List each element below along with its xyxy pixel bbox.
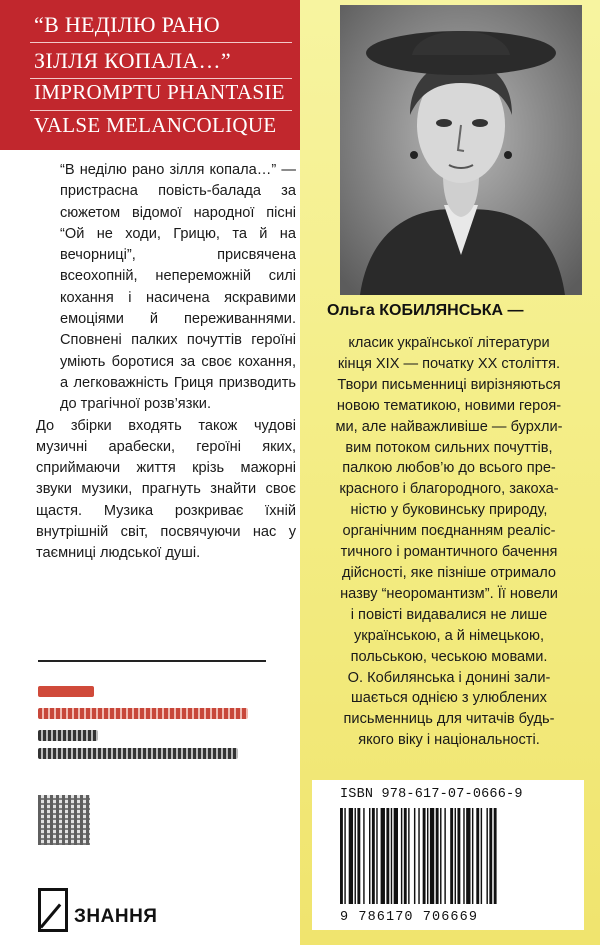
barcode-bar: [386, 808, 389, 904]
barcode-bar: [418, 808, 419, 904]
barcode-bar: [414, 808, 415, 904]
barcode-bar: [381, 808, 385, 904]
barcode-bar: [481, 808, 482, 904]
barcode-bar: [486, 808, 487, 904]
bio-line: якого віку і національності.: [358, 732, 540, 749]
synopsis-text: [36, 160, 296, 565]
portrait-illustration: [340, 5, 582, 295]
bio-line: і повісті видавалися не лише: [350, 606, 548, 623]
barcode-bar: [349, 808, 353, 904]
synopsis-paragraph-2: До збірки входять також чудові музичні арабески, героїні яких, сприймаючи життя крізь мажорні звуки музики, прагнуть знайти своє щастя. Музика розкриває їхній внутрішній світ, посвячуючи нас у таємниці людської душі.: [36, 417, 296, 562]
bio-line: класик української літератури: [348, 335, 550, 351]
title-line-2: ЗІЛЛЯ КОПАЛА…”: [34, 48, 231, 73]
barcode-bar: [401, 808, 402, 904]
bio-line: вим потоком сильних почуттів,: [345, 439, 553, 456]
barcode-bar: [472, 808, 473, 904]
barcode-number: 9 786170 706669: [340, 910, 479, 925]
divider: [38, 660, 266, 662]
barcode-bar: [394, 808, 398, 904]
barcode-bar: [357, 808, 360, 904]
bio-line: письменниць для читачів будь-: [343, 711, 555, 728]
title-rule: [30, 42, 292, 43]
illegible-imprint-line: [38, 730, 98, 741]
title-line-3: IMPROMPTU PHANTASIE: [34, 80, 285, 104]
bio-line: тичного і романтичного бачення: [340, 544, 558, 561]
bio-line: палкою любов’ю до всього пре-: [342, 460, 556, 477]
publisher-name: ЗНАННЯ: [74, 906, 158, 927]
barcode-bar: [450, 808, 453, 904]
barcode-bar: [391, 808, 392, 904]
title-line-4: VALSE MELANCOLIQUE: [34, 113, 277, 137]
barcode-bar: [404, 808, 407, 904]
title-rule: [30, 78, 292, 79]
isbn-label: ISBN 978-617-07-0666-9: [340, 787, 523, 802]
author-bio: [314, 333, 584, 751]
title-rule: [30, 110, 292, 111]
illegible-imprint-line: [38, 708, 248, 719]
barcode-bar: [376, 808, 377, 904]
author-portrait: [340, 5, 582, 295]
barcode-bar: [355, 808, 356, 904]
barcode: [340, 808, 558, 904]
barcode-bar: [463, 808, 464, 904]
barcode-bar: [408, 808, 409, 904]
bio-line: шається однією з улюблених: [351, 690, 547, 707]
barcode-bar: [340, 808, 343, 904]
barcode-bar: [440, 808, 441, 904]
illegible-imprint-line: [38, 748, 238, 759]
barcode-bar: [430, 808, 434, 904]
barcode-bar: [427, 808, 428, 904]
barcode-bar: [344, 808, 345, 904]
barcode-bar: [372, 808, 375, 904]
synopsis-paragraph-1: “В неділю рано зілля копала…” — пристрасна повість-балада за сюжетом відомої народної пісні “Ой не ходи, Грицю, та й на вечорниці”, присвячена всеохопній, непереможній силі кохання і насичена яскравими емоціями й переживаннями. Сповнені палких почуттів героїні уміють боротися за своє кохання, а легковажність Гриця призводить до трагічної розв’язки.: [60, 162, 296, 413]
qr-code: [38, 795, 90, 845]
barcode-bar: [444, 808, 445, 904]
title-line-1: “В НЕДІЛЮ РАНО: [34, 12, 220, 37]
barcode-bar: [489, 808, 492, 904]
bio-line: польською, чеською мовами.: [350, 648, 548, 665]
barcode-bar: [363, 808, 364, 904]
barcode-bar: [494, 808, 497, 904]
barcode-bar: [369, 808, 370, 904]
bio-line: назву “неоромантизм”. Її новели: [340, 585, 558, 602]
author-name: Ольга КОБИЛЯНСЬКА —: [327, 302, 524, 319]
barcode-bar: [423, 808, 426, 904]
bio-line: українською, а й німецькою,: [353, 627, 545, 644]
bio-line: органічним поєднанням реаліс-: [342, 523, 556, 540]
bio-line: Твори письменниці вирізняються: [337, 376, 561, 393]
bio-line: новою тематикою, новими героя-: [336, 397, 562, 414]
bio-line: О. Кобилянська і донині зали-: [347, 669, 551, 686]
bio-line: ністю у буковинську природу,: [350, 502, 548, 519]
barcode-bar: [436, 808, 439, 904]
bio-line: дійсності, яке пізніше отримало: [341, 564, 557, 581]
title-banner: [0, 0, 300, 150]
illegible-imprint-line: [38, 686, 94, 697]
publisher-logo-icon: [38, 888, 68, 932]
bio-line: красного і благородного, закоха-: [339, 481, 559, 498]
barcode-bar: [457, 808, 460, 904]
bio-line: ми, але найважливіше — бурхли-: [335, 418, 563, 435]
barcode-bar: [455, 808, 456, 904]
barcode-bar: [476, 808, 479, 904]
barcode-bar: [466, 808, 470, 904]
bio-line: кінця XIX — початку XX століття.: [337, 355, 561, 372]
